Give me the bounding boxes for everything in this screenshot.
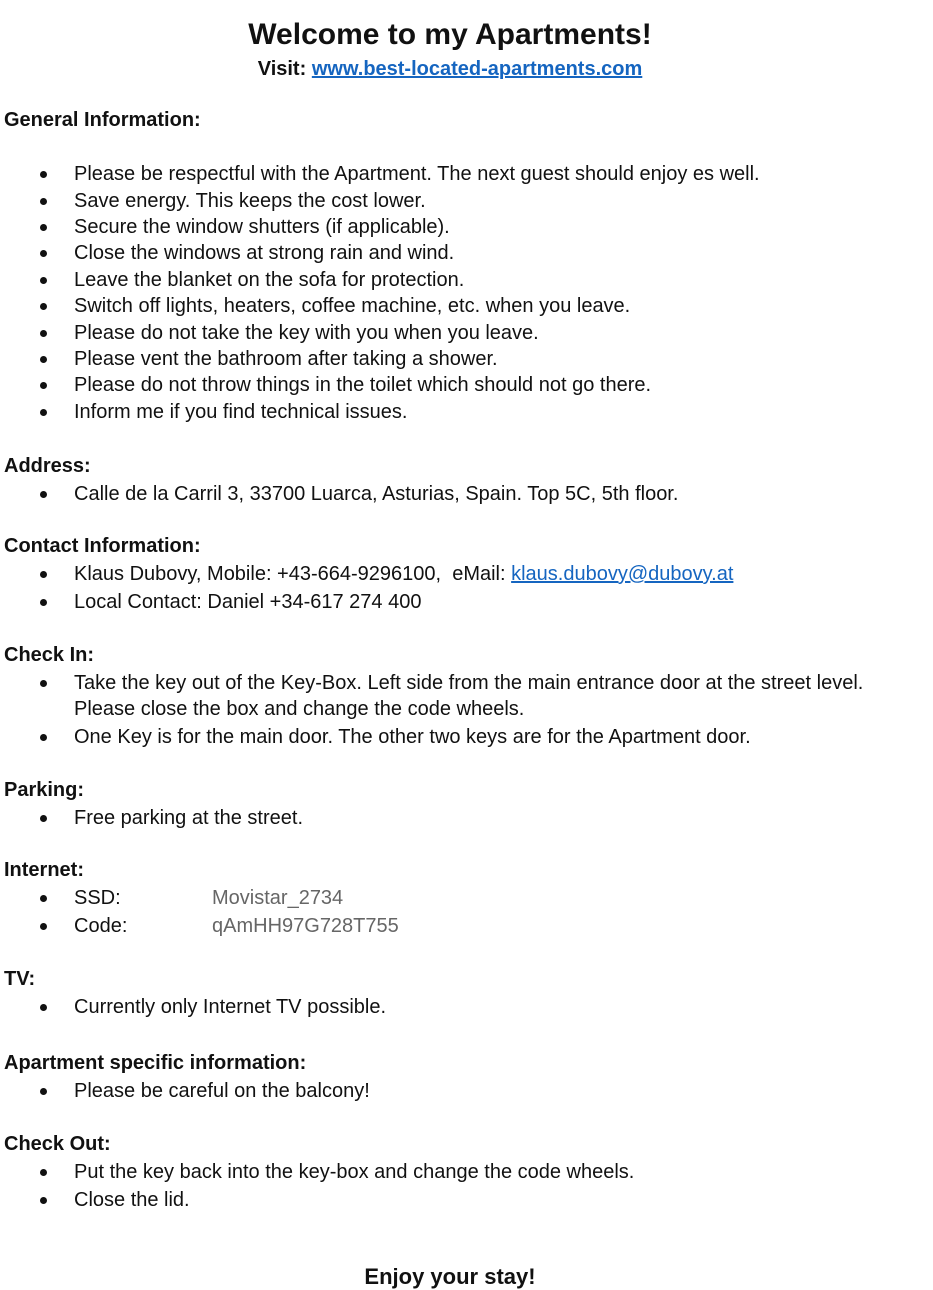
- general-item: Please do not take the key with you when you leave.: [74, 320, 924, 346]
- checkout-heading: Check Out:: [4, 1133, 111, 1155]
- website-link[interactable]: www.best-located-apartments.com: [311, 58, 643, 80]
- checkin-item: Take the key out of the Key-Box. Left side from the main entrance door at the street level. Please close the box and change the code wheels.: [74, 670, 924, 722]
- checkout-item: Close the lid.: [74, 1187, 924, 1213]
- general-heading: General Information:: [4, 109, 201, 131]
- general-item: Switch off lights, heaters, coffee machine, etc. when you leave.: [74, 293, 924, 319]
- internet-code: [74, 913, 924, 939]
- parking-heading: Parking:: [4, 779, 85, 801]
- contact-heading: Contact Information:: [4, 535, 201, 557]
- contact-owner-text: Klaus Dubovy, Mobile: +43-664-9296100, eMail:: [74, 563, 512, 585]
- code-value: qAmHH97G728T755: [212, 915, 399, 937]
- apartment-item: Please be careful on the balcony!: [74, 1078, 924, 1104]
- parking-item: Free parking at the street.: [74, 805, 924, 831]
- visit-label: Visit:: [257, 58, 307, 80]
- general-item: Leave the blanket on the sofa for protection.: [74, 267, 924, 293]
- general-item: Inform me if you find technical issues.: [74, 399, 924, 425]
- ssd-label: SSD:: [74, 887, 121, 909]
- address-heading: Address:: [4, 455, 91, 477]
- email-link[interactable]: klaus.dubovy@dubovy.at: [511, 563, 734, 585]
- apartment-heading: Apartment specific information:: [4, 1052, 307, 1074]
- checkin-item: One Key is for the main door. The other two keys are for the Apartment door.: [74, 724, 924, 750]
- general-item: Please vent the bathroom after taking a shower.: [74, 346, 924, 372]
- footer-text: Enjoy your stay!: [364, 1264, 536, 1289]
- contact-local: Local Contact: Daniel +34-617 274 400: [74, 589, 924, 615]
- general-item: Save energy. This keeps the cost lower.: [74, 188, 924, 214]
- page-title: Welcome to my Apartments!: [248, 18, 652, 51]
- visit-line: [0, 56, 900, 82]
- code-label: Code:: [74, 915, 128, 937]
- ssd-value: Movistar_2734: [212, 887, 344, 909]
- internet-ssd: [74, 885, 924, 911]
- checkout-item: Put the key back into the key-box and change the code wheels.: [74, 1159, 924, 1185]
- tv-item: Currently only Internet TV possible.: [74, 994, 924, 1020]
- checkin-heading: Check In:: [4, 644, 95, 666]
- general-item: Close the windows at strong rain and wind.: [74, 240, 924, 266]
- internet-heading: Internet:: [4, 859, 84, 881]
- general-item: Please be respectful with the Apartment. The next guest should enjoy es well.: [74, 161, 924, 187]
- address-item: Calle de la Carril 3, 33700 Luarca, Asturias, Spain. Top 5C, 5th floor.: [74, 481, 924, 507]
- contact-owner: [74, 561, 924, 587]
- tv-heading: TV:: [4, 968, 36, 990]
- general-item: Secure the window shutters (if applicable).: [74, 214, 924, 240]
- general-item: Please do not throw things in the toilet which should not go there.: [74, 372, 924, 398]
